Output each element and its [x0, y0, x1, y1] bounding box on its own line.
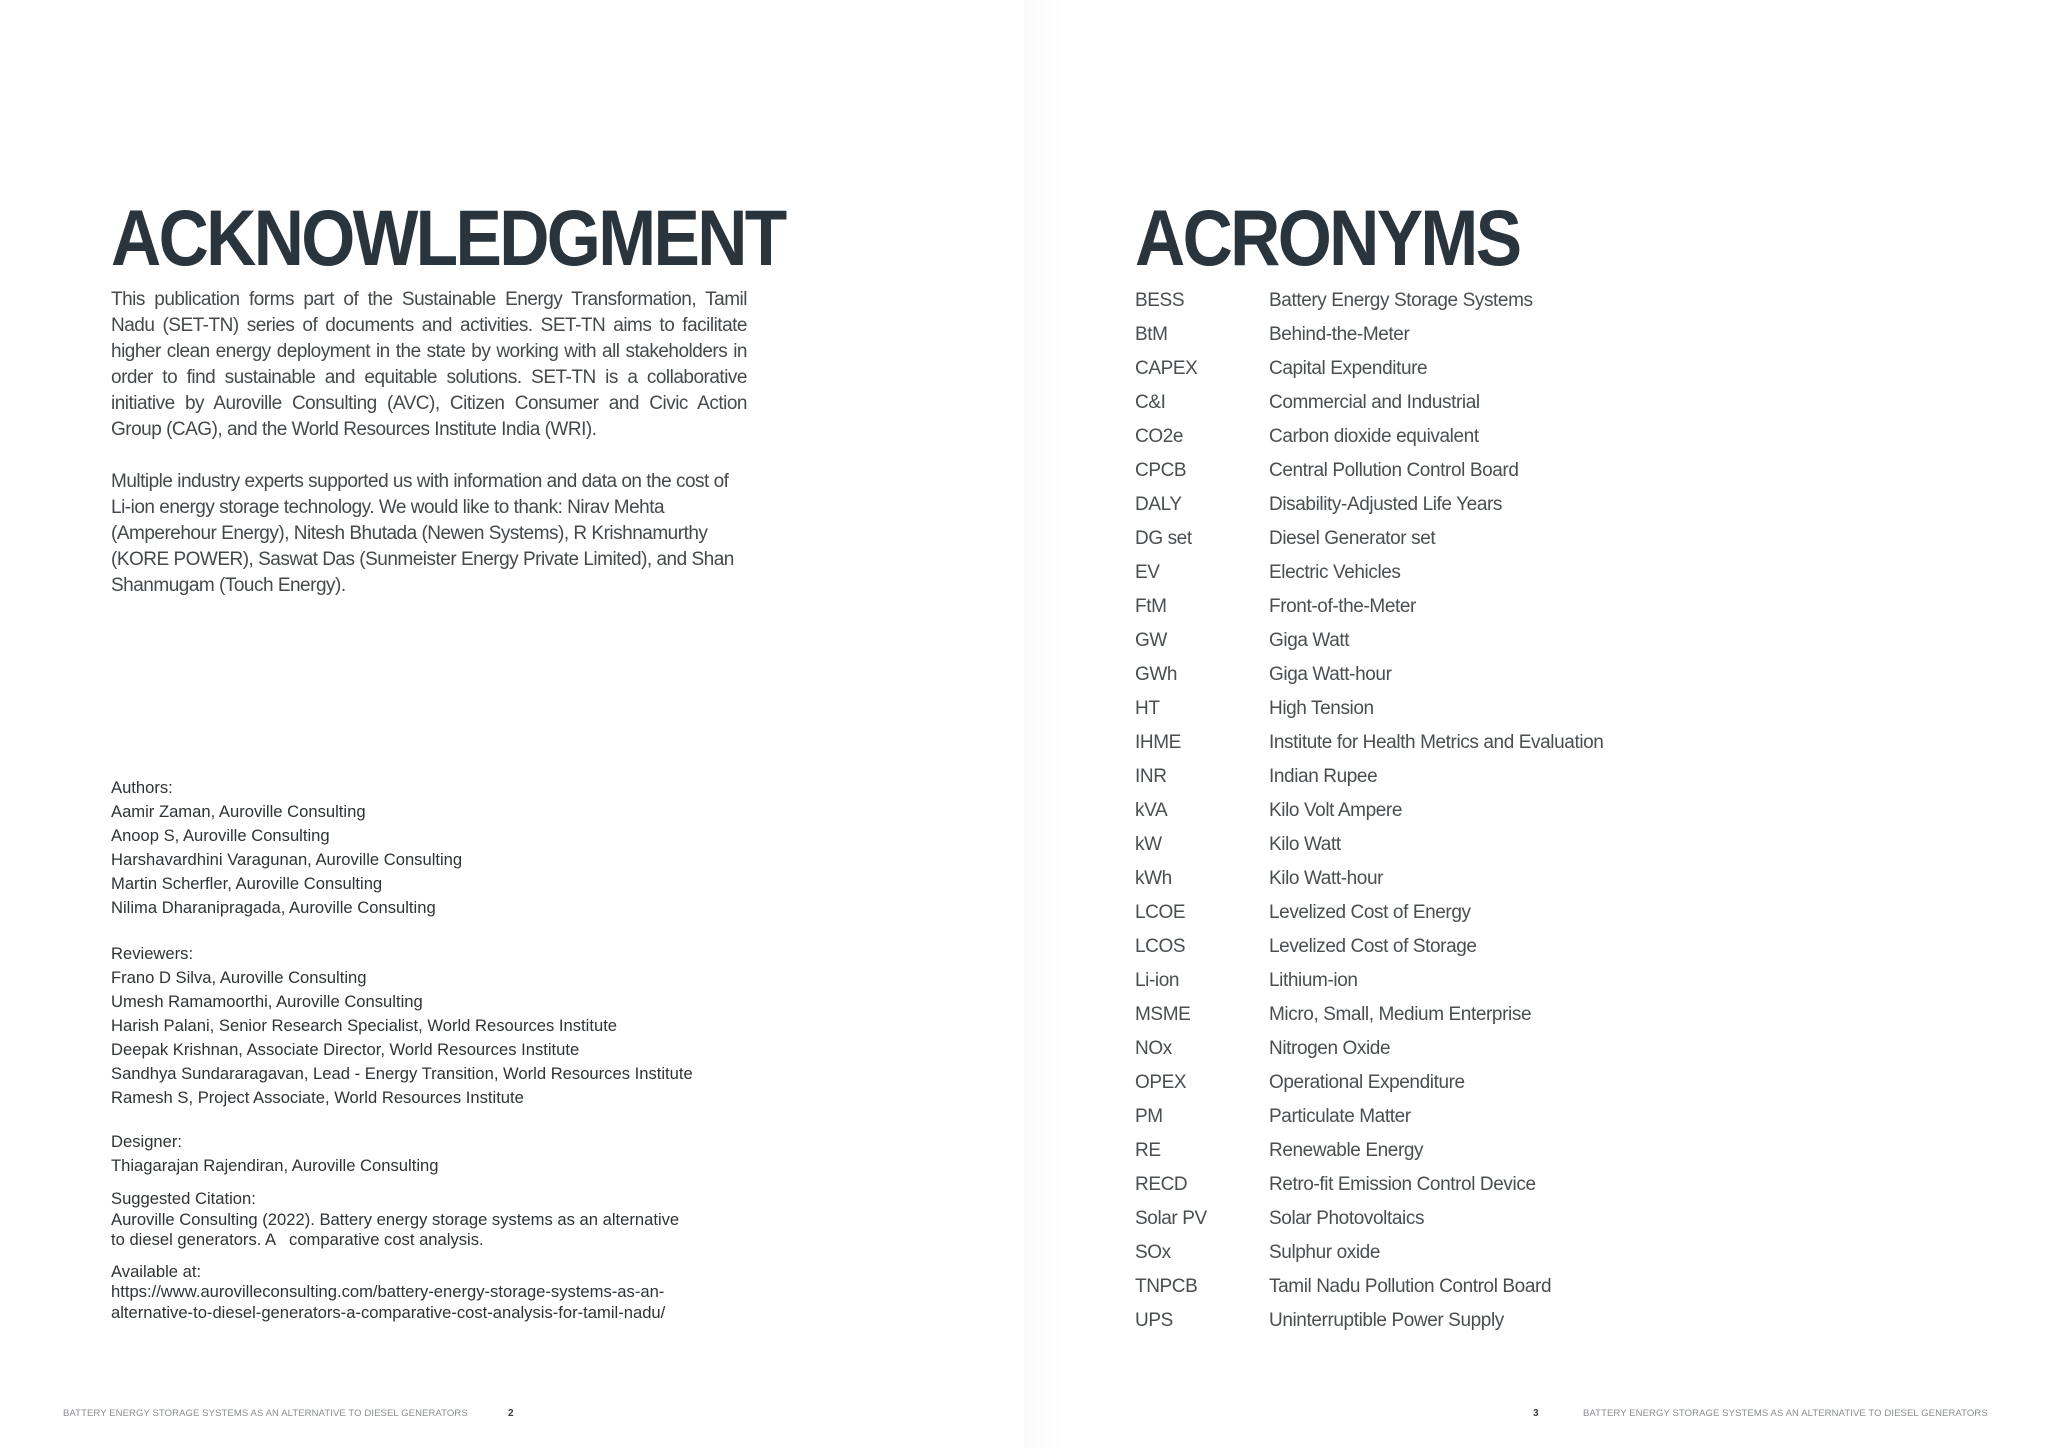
acronym-row: [1135, 492, 1603, 526]
designer-label: Designer:: [111, 1132, 183, 1151]
acronym-row: [1135, 1070, 1603, 1104]
acronym-meaning: Giga Watt-hour: [1269, 664, 1392, 685]
acronym-row: [1135, 866, 1603, 900]
acronym-row: [1135, 288, 1603, 322]
acronym-abbreviation: NOx: [1135, 1038, 1172, 1059]
acronym-abbreviation: RE: [1135, 1140, 1161, 1161]
acronym-row: [1135, 594, 1603, 628]
acronym-abbreviation: INR: [1135, 766, 1167, 787]
authors-block: [111, 776, 811, 920]
footer-title: BATTERY ENERGY STORAGE SYSTEMS AS AN ALTERNATIVE TO DIESEL GENERATORS: [63, 1408, 468, 1419]
acronym-meaning: High Tension: [1269, 698, 1374, 719]
acronym-abbreviation: RECD: [1135, 1174, 1188, 1195]
acronym-meaning: Levelized Cost of Energy: [1269, 902, 1471, 923]
acronym-row: [1135, 322, 1603, 356]
acronym-row: [1135, 968, 1603, 1002]
acronym-meaning: Disability-Adjusted Life Years: [1269, 494, 1503, 515]
acronym-abbreviation: BtM: [1135, 324, 1168, 345]
acronym-row: [1135, 764, 1603, 798]
acronym-row: [1135, 560, 1603, 594]
acronym-abbreviation: DALY: [1135, 494, 1182, 515]
acronym-meaning: Battery Energy Storage Systems: [1269, 290, 1533, 311]
acronym-abbreviation: MSME: [1135, 1004, 1191, 1025]
acronym-abbreviation: CAPEX: [1135, 358, 1198, 379]
acronym-row: [1135, 900, 1603, 934]
acronym-abbreviation: kW: [1135, 834, 1162, 855]
acknowledgment-paragraph: This publication forms part of the Sustainable Energy Transformation, Tamil Nadu (SET-TN) series of documents and activities. SET-TN aims to facilitate higher clean energy deployment in the state by working with all stakeholders in order to find sustainable and equitable solutions. SET-TN is a collaborative initiative by Auroville Consulting (AVC), Citizen Consumer and Civic Action Group (CAG), and the World Resources Institute India (WRI).: [111, 289, 747, 440]
available-url[interactable]: alternative-to-diesel-generators-a-comparative-cost-analysis-for-tamil-nadu/: [111, 1302, 666, 1322]
acronym-row: [1135, 696, 1603, 730]
acronym-meaning: Diesel Generator set: [1269, 528, 1436, 549]
acronym-meaning: Operational Expenditure: [1269, 1072, 1465, 1093]
available-block: [111, 1262, 811, 1324]
acronym-meaning: Giga Watt: [1269, 630, 1350, 651]
acronym-abbreviation: DG set: [1135, 528, 1192, 549]
acronym-row: [1135, 1240, 1603, 1274]
acronym-abbreviation: PM: [1135, 1106, 1163, 1127]
acronym-abbreviation: IHME: [1135, 732, 1181, 753]
author-name: Martin Scherfler, Auroville Consulting: [111, 874, 383, 893]
acronym-row: [1135, 1138, 1603, 1172]
acronyms-heading: ACRONYMS: [1135, 193, 1520, 282]
acronym-abbreviation: kWh: [1135, 868, 1172, 889]
acronym-row: [1135, 1308, 1603, 1342]
acronym-abbreviation: Li-ion: [1135, 970, 1180, 991]
reviewer-name: Deepak Krishnan, Associate Director, World Resources Institute: [111, 1040, 580, 1059]
acronym-abbreviation: SOx: [1135, 1242, 1171, 1263]
designer-name: Thiagarajan Rajendiran, Auroville Consulting: [111, 1156, 439, 1175]
acronym-abbreviation: FtM: [1135, 596, 1167, 617]
reviewers-label: Reviewers:: [111, 944, 194, 963]
acronym-meaning: Particulate Matter: [1269, 1106, 1411, 1127]
acronym-meaning: Lithium-ion: [1269, 970, 1358, 991]
acronym-abbreviation: TNPCB: [1135, 1276, 1198, 1297]
acronym-meaning: Behind-the-Meter: [1269, 324, 1410, 345]
footer-title: BATTERY ENERGY STORAGE SYSTEMS AS AN ALTERNATIVE TO DIESEL GENERATORS: [1583, 1408, 1988, 1419]
acronym-meaning: Renewable Energy: [1269, 1140, 1424, 1161]
acronym-row: [1135, 390, 1603, 424]
acronym-row: [1135, 934, 1603, 968]
acronym-row: [1135, 526, 1603, 560]
citation-block: [111, 1189, 811, 1251]
credits: [111, 776, 811, 1323]
acronym-row: [1135, 1206, 1603, 1240]
designer-block: [111, 1130, 811, 1178]
acknowledgment-paragraph: Multiple industry experts supported us with information and data on the cost of Li-ion energy storage technology. We would like to thank: Nirav Mehta (Amperehour Energy), Nitesh Bhutada (Newen Systems), R Krishnamurthy (KORE POWER), Saswat Das (Sunmeister Energy Private Limited), and Shan Shanmugam (Touch Energy).: [111, 471, 734, 596]
acronym-abbreviation: GWh: [1135, 664, 1178, 685]
citation-text: to diesel generators. A comparative cost analysis.: [111, 1230, 484, 1249]
acronym-abbreviation: CPCB: [1135, 460, 1187, 481]
page-number: 3: [1533, 1408, 1539, 1419]
acronym-row: [1135, 832, 1603, 866]
acronyms-table: [1135, 288, 1603, 1342]
acronym-meaning: Commercial and Industrial: [1269, 392, 1480, 413]
acronym-row: [1135, 424, 1603, 458]
acronym-meaning: Solar Photovoltaics: [1269, 1208, 1425, 1229]
acronym-meaning: Indian Rupee: [1269, 766, 1378, 787]
acronym-abbreviation: LCOS: [1135, 936, 1186, 957]
acronym-meaning: Electric Vehicles: [1269, 562, 1401, 583]
acronym-meaning: Sulphur oxide: [1269, 1242, 1380, 1263]
acronym-row: [1135, 798, 1603, 832]
reviewer-name: Frano D Silva, Auroville Consulting: [111, 968, 367, 987]
author-name: Anoop S, Auroville Consulting: [111, 826, 330, 845]
page-number: 2: [508, 1408, 514, 1419]
acronym-abbreviation: EV: [1135, 562, 1160, 583]
acronym-abbreviation: HT: [1135, 698, 1160, 719]
acronym-abbreviation: GW: [1135, 630, 1167, 651]
acronym-row: [1135, 1172, 1603, 1206]
acronym-row: [1135, 458, 1603, 492]
acronym-row: [1135, 662, 1603, 696]
reviewer-name: Umesh Ramamoorthi, Auroville Consulting: [111, 992, 423, 1011]
acronym-row: [1135, 356, 1603, 390]
acronym-abbreviation: kVA: [1135, 800, 1168, 821]
acronym-abbreviation: CO2e: [1135, 426, 1184, 447]
acronym-meaning: Institute for Health Metrics and Evaluation: [1269, 732, 1604, 753]
acronym-meaning: Tamil Nadu Pollution Control Board: [1269, 1276, 1552, 1297]
acronym-meaning: Uninterruptible Power Supply: [1269, 1310, 1504, 1331]
reviewers-block: [111, 942, 811, 1110]
acronym-row: [1135, 1002, 1603, 1036]
acronym-abbreviation: Solar PV: [1135, 1208, 1207, 1229]
acronym-row: [1135, 730, 1603, 764]
citation-label: Suggested Citation:: [111, 1189, 256, 1208]
reviewer-name: Sandhya Sundararagavan, Lead - Energy Transition, World Resources Institute: [111, 1064, 693, 1083]
acronym-abbreviation: C&I: [1135, 392, 1166, 413]
acronym-meaning: Levelized Cost of Storage: [1269, 936, 1477, 957]
acronym-meaning: Carbon dioxide equivalent: [1269, 426, 1479, 447]
reviewer-name: Harish Palani, Senior Research Specialist, World Resources Institute: [111, 1016, 618, 1035]
available-label: Available at:: [111, 1261, 202, 1281]
authors-label: Authors:: [111, 778, 173, 797]
acronym-meaning: Capital Expenditure: [1269, 358, 1428, 379]
available-url[interactable]: https://www.aurovilleconsulting.com/battery-energy-storage-systems-as-an-: [111, 1282, 665, 1301]
acronym-abbreviation: OPEX: [1135, 1072, 1187, 1093]
author-name: Nilima Dharanipragada, Auroville Consulting: [111, 898, 436, 917]
acronym-abbreviation: BESS: [1135, 290, 1185, 311]
acronym-row: [1135, 1036, 1603, 1070]
acronym-meaning: Retro-fit Emission Control Device: [1269, 1174, 1536, 1195]
acronym-meaning: Micro, Small, Medium Enterprise: [1269, 1004, 1532, 1025]
acronym-meaning: Front-of-the-Meter: [1269, 596, 1416, 617]
acknowledgment-heading: ACKNOWLEDGMENT: [111, 193, 785, 282]
reviewer-name: Ramesh S, Project Associate, World Resources Institute: [111, 1088, 524, 1107]
acronym-meaning: Kilo Volt Ampere: [1269, 800, 1403, 821]
acronym-row: [1135, 1104, 1603, 1138]
acronym-row: [1135, 1274, 1603, 1308]
acronym-row: [1135, 628, 1603, 662]
author-name: Aamir Zaman, Auroville Consulting: [111, 802, 366, 821]
acronym-meaning: Kilo Watt-hour: [1269, 868, 1384, 889]
author-name: Harshavardhini Varagunan, Auroville Consulting: [111, 850, 463, 869]
citation-text: Auroville Consulting (2022). Battery energy storage systems as an alternative: [111, 1209, 680, 1229]
acronym-meaning: Central Pollution Control Board: [1269, 460, 1519, 481]
acronym-abbreviation: LCOE: [1135, 902, 1186, 923]
acronym-abbreviation: UPS: [1135, 1310, 1173, 1331]
acronym-meaning: Nitrogen Oxide: [1269, 1038, 1391, 1059]
acknowledgment-body: [111, 287, 747, 625]
acronym-meaning: Kilo Watt: [1269, 834, 1341, 855]
